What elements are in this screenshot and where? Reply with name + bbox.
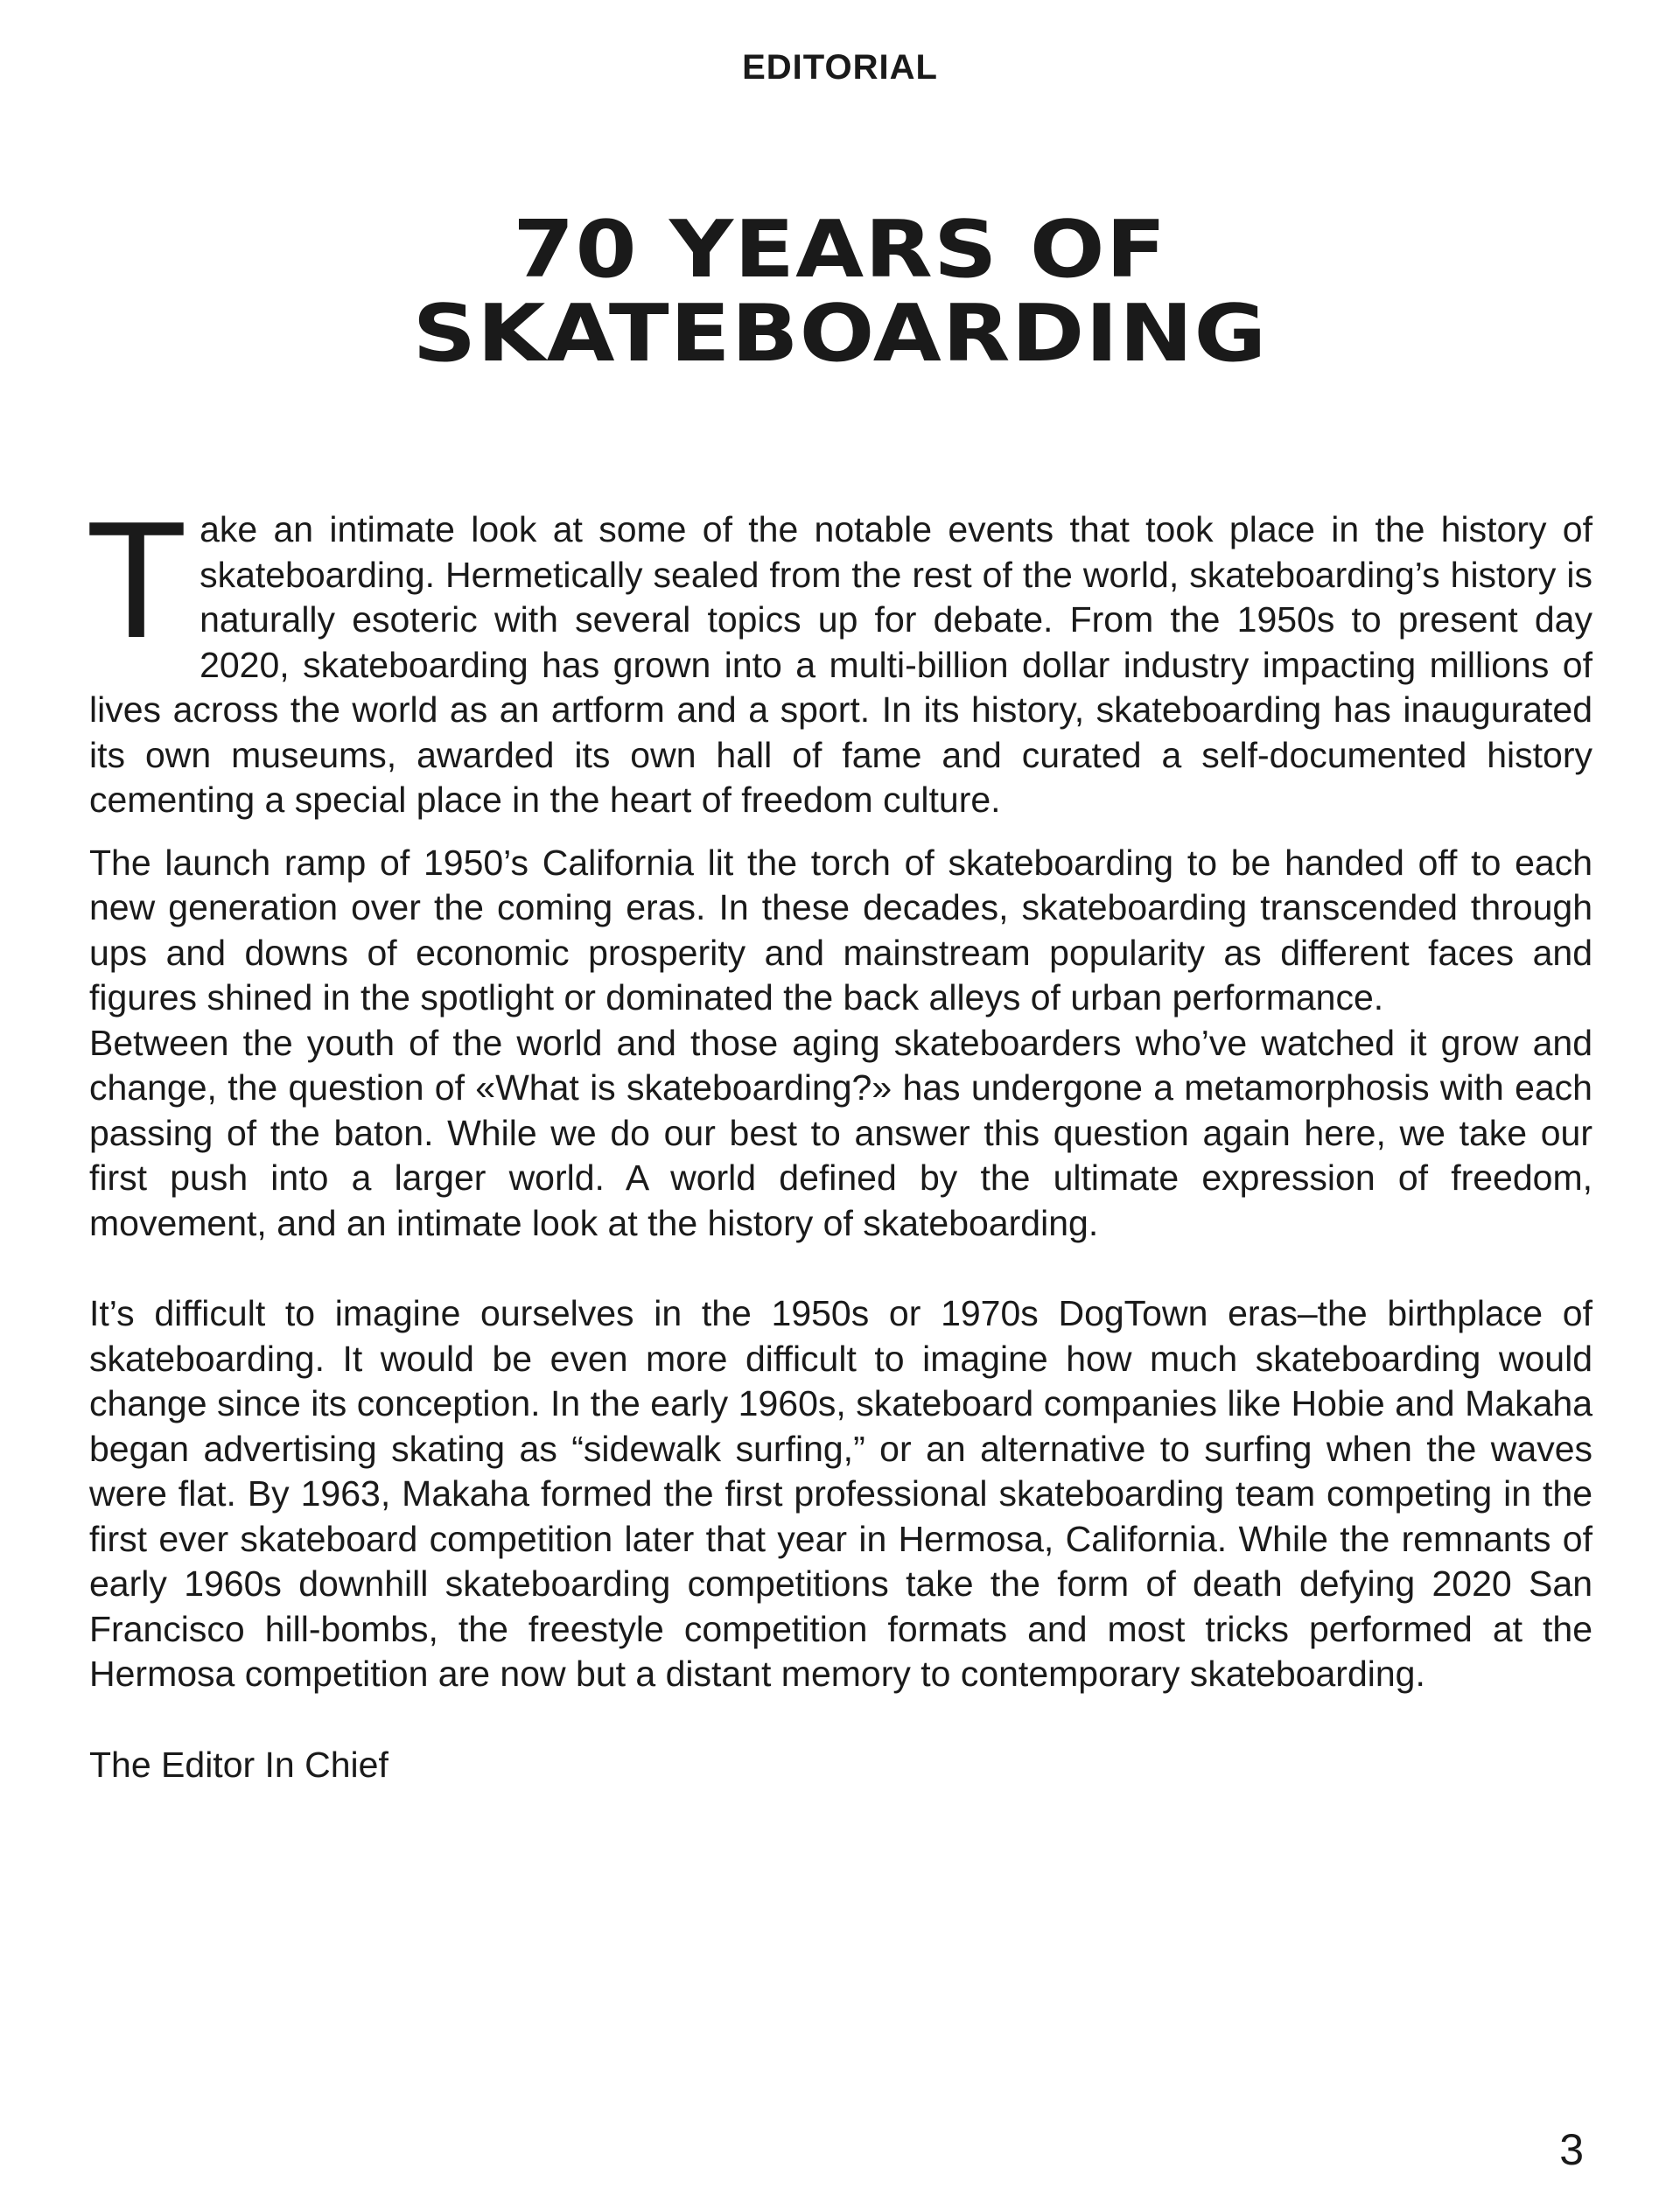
article-title [0,204,1680,380]
signature: The Editor In Chief [89,1744,388,1785]
article-title-line-2: SKATEBOARDING [412,288,1268,380]
article-title-line-1: 70 YEARS OF [513,204,1167,296]
paragraph-intro-text: ake an intimate look at some of the notable events that took place in the history of skateboarding. Hermetically sealed from the rest of the world, skateboarding’s history is naturally esoteric with several topics up for debate. From the 1950s to present day 2020, skateboarding has grown into a multi-billion dollar industry impacting millions of lives across the world as an artform and a sport. In its history, skateboarding has inaugurated its own museums, awarded its own hall of fame and curated a self-documented history cementing a special place in the heart of freedom culture. [89,509,1592,820]
paragraph-youth: Between the youth of the world and those aging skateboarders who’ve watched it grow and change, the question of «What is skateboarding?» has undergone a metamorphosis with each passing of the baton. While we do our best to answer this question again here, we take our first push into a larger world. A world defined by the ultimate expression of freedom, movement, and an intimate look at the history of skateboarding. [89,1022,1592,1243]
page-number: 3 [1559,2125,1584,2174]
drop-cap: T [86,487,188,673]
paragraph-history: It’s difficult to imagine ourselves in the 1950s or 1970s DogTown eras–the birthplace of skateboarding. It would be even more difficult to imagine how much skateboarding would change since its conception. In the early 1960s, skateboard companies like Hobie and Makaha began advertising skating as “sidewalk surfing,” or an alternative to surfing when the waves were flat. By 1963, Makaha formed the first professional skateboarding team competing in the first ever skateboard competition later that year in Hermosa, California. While the remnants of early 1960s downhill skateboarding competitions take the form of death defying 2020 San Francisco hill-bombs, the freestyle competition formats and most tricks performed at the Hermosa competition are now but a distant memory to contemporary skateboarding. [89,1293,1592,1694]
article-body [86,487,1592,1787]
paragraph-launch-ramp: The launch ramp of 1950’s California lit the torch of skateboarding to be handed off to each new generation over the coming eras. In these decades, skateboarding transcended through ups and downs of economic prosperity and mainstream popularity as different faces and figures shined in the spotlight or dominated the back alleys of urban performance. [89,842,1592,1018]
paragraph-intro [86,487,1592,823]
section-label: EDITORIAL [742,48,938,87]
